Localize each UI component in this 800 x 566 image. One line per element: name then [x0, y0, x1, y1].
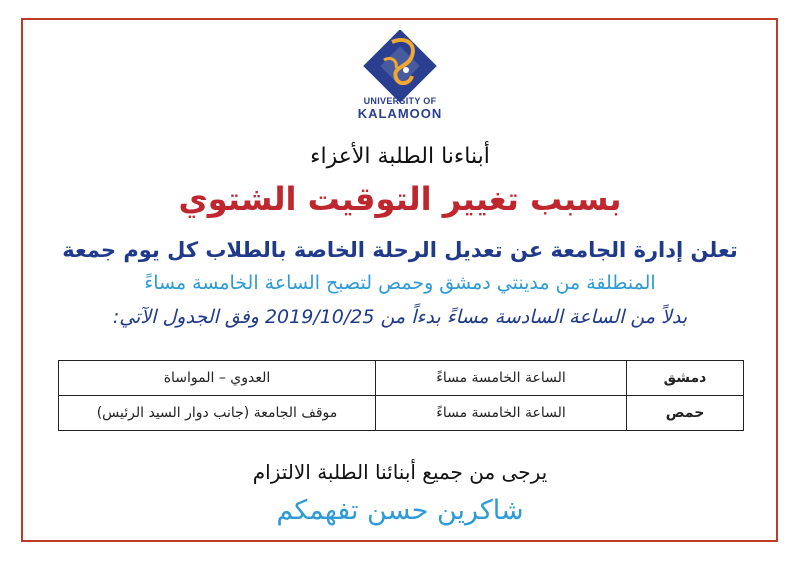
table-row [59, 396, 744, 431]
schedule-table [58, 360, 744, 431]
time-cell: الساعة الخامسة مساءً [376, 361, 627, 396]
greeting: أبناءنا الطلبة الأعزاء [310, 144, 490, 169]
city-cell: حمص [627, 396, 744, 431]
location-cell: العدوي – المواساة [59, 361, 376, 396]
time-cell: الساعة الخامسة مساءً [376, 396, 627, 431]
location-cell: موقف الجامعة (جانب دوار السيد الرئيس) [59, 396, 376, 431]
logo-text-line2: KALAMOON [357, 106, 443, 121]
headline: بسبب تغيير التوقيت الشتوي [178, 180, 622, 218]
footer-thanks: شاكرين حسن تفهمكم [276, 495, 524, 526]
announcement-line-3: بدلاً من الساعة السادسة مساءً بدءاً من 2019/10/25 وفق الجدول الآتي: [112, 306, 688, 328]
footer-request: يرجى من جميع أبنائنا الطلبة الالتزام [252, 460, 548, 484]
logo-text-line1: UNIVERSITY OF [363, 96, 437, 106]
city-cell: دمشق [627, 361, 744, 396]
announcement-line-1: تعلن إدارة الجامعة عن تعديل الرحلة الخاصة بالطلاب كل يوم جمعة [62, 238, 738, 262]
announcement-line-2: المنطلقة من مدينتي دمشق وحمص لتصبح الساعة الخامسة مساءً [144, 272, 656, 294]
table-row [59, 361, 744, 396]
